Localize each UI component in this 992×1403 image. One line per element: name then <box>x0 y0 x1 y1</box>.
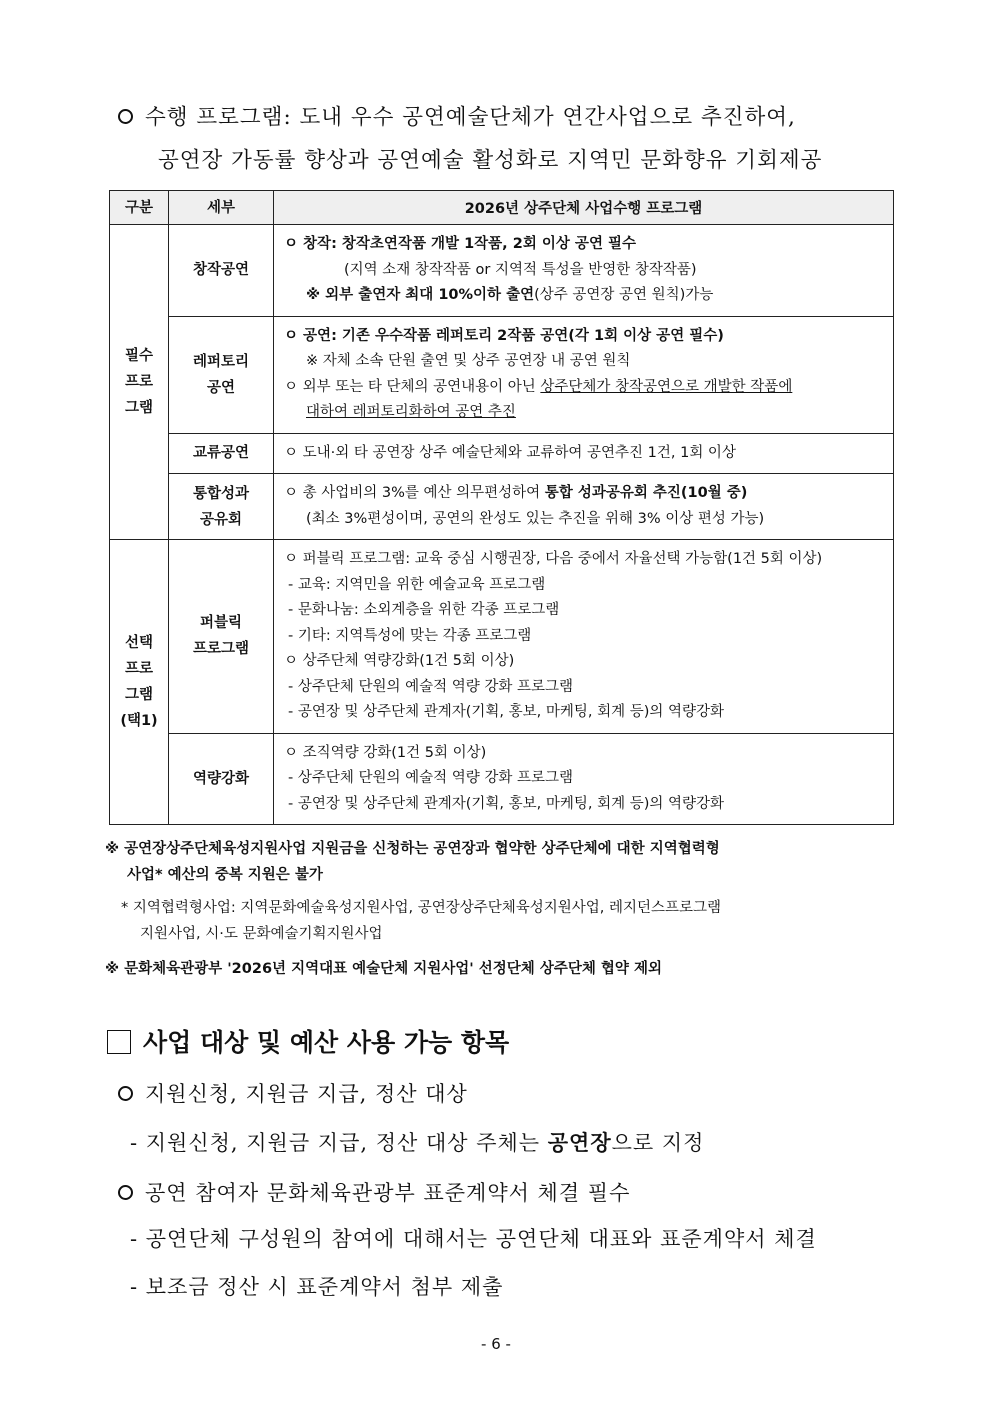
row-label-capacity: 역량강화 <box>169 733 274 825</box>
section-item-2: 공연 참여자 문화체육관광부 표준계약서 체결 필수 <box>118 1177 630 1207</box>
table-row-repertory <box>110 316 894 433</box>
row-label-creation: 창작공연 <box>169 225 274 317</box>
note-1-line-2: 사업* 예산의 중복 지원은 불가 <box>127 867 323 883</box>
header-program: 2026년 상주단체 사업수행 프로그램 <box>274 191 894 225</box>
row-content-repertory: ㅇ 공연: 기존 우수작품 레퍼토리 2작품 공연(각 1회 이상 공연 필수) ※ 자체 소속 단원 출연 및 상주 공연장 내 공연 원칙 ㅇ 외부 또는 타 단체의 공연내용이 아닌 상주단체가 창작공연으로 개발한 작품에 대하여 레퍼토리화하여 공연 추진 <box>274 316 894 433</box>
intro-line-1: 수행 프로그램: 도내 우수 공연예술단체가 연간사업으로 추진하여, <box>118 100 796 131</box>
table-row-public <box>110 540 894 734</box>
intro-line-2: 공연장 가동률 향상과 공연예술 활성화로 지역민 문화향유 기회제공 <box>158 148 823 173</box>
section-item-1-sub: - 지원신청, 지원금 지급, 정산 대상 주체는 공연장으로 지정 <box>130 1130 705 1155</box>
row-content-sharing: ㅇ 총 사업비의 3%를 예산 의무편성하여 통합 성과공유회 추진(10월 중) (최소 3%편성이며, 공연의 완성도 있는 추진을 위해 3% 이상 편성 가능) <box>274 474 894 540</box>
table-row-exchange <box>110 433 894 474</box>
table-row-creation <box>110 225 894 317</box>
note-2-line-2: 지원사업, 시·도 문화예술기획지원사업 <box>140 926 383 942</box>
row-label-sharing: 통합성과 공유회 <box>169 474 274 540</box>
header-detail: 세부 <box>169 191 274 225</box>
table-row-sharing <box>110 474 894 540</box>
circle-bullet-icon <box>118 109 133 124</box>
row-content-public: ㅇ 퍼블릭 프로그램: 교육 중심 시행권장, 다음 중에서 자율선택 가능함(1건 5회 이상) - 교육: 지역민을 위한 예술교육 프로그램 - 문화나눔: 소외계층을 위한 각종 프로그램 - 기타: 지역특성에 맞는 각종 프로그램 ㅇ 상주단체 역량강화(1건 5회 이상) - 상주단체 단원의 예술적 역량 강화 프로그램 - 공연장 및 상주단체 관계자(기획, 홍보, 마케팅, 회계 등)의 역량강화 <box>274 540 894 734</box>
row-content-creation: ㅇ 창작: 창작초연작품 개발 1작품, 2회 이상 공연 필수 (지역 소재 창작작품 or 지역적 특성을 반영한 창작작품) ※ 외부 출연자 최대 10%이하 출연(상주 공연장 공연 원칙)가능 <box>274 225 894 317</box>
section-title: 사업 대상 및 예산 사용 가능 항목 <box>107 1023 509 1059</box>
page-number: - 6 - <box>481 1335 511 1353</box>
section-item-1: 지원신청, 지원금 지급, 정산 대상 <box>118 1078 468 1108</box>
row-label-exchange: 교류공연 <box>169 433 274 474</box>
table-header-row <box>110 191 894 225</box>
note-1-line-1: ※ 공연장상주단체육성지원사업 지원금을 신청하는 공연장과 협약한 상주단체에 대한 지역협력형 <box>105 841 720 857</box>
header-category: 구분 <box>110 191 169 225</box>
section-item-2-sub-2: - 보조금 정산 시 표준계약서 첨부 제출 <box>130 1275 504 1299</box>
group-optional: 선택 프로 그램 (택1) <box>110 540 169 825</box>
program-table <box>109 190 894 825</box>
group-required: 필수 프로 그램 <box>110 225 169 540</box>
square-bullet-icon <box>107 1030 131 1054</box>
circle-bullet-icon <box>118 1086 133 1101</box>
note-2-line-1: * 지역협력형사업: 지역문화예술육성지원사업, 공연장상주단체육성지원사업, 레지던스프로그램 <box>121 900 722 916</box>
row-content-capacity: ㅇ 조직역량 강화(1건 5회 이상) - 상주단체 단원의 예술적 역량 강화 프로그램 - 공연장 및 상주단체 관계자(기획, 홍보, 마케팅, 회계 등)의 역량강화 <box>274 733 894 825</box>
row-label-repertory: 레퍼토리 공연 <box>169 316 274 433</box>
table-row-capacity <box>110 733 894 825</box>
row-content-exchange: ㅇ 도내·외 타 공연장 상주 예술단체와 교류하여 공연추진 1건, 1회 이상 <box>274 433 894 474</box>
row-label-public: 퍼블릭 프로그램 <box>169 540 274 734</box>
circle-bullet-icon <box>118 1185 133 1200</box>
note-3: ※ 문화체육관광부 '2026년 지역대표 예술단체 지원사업' 선정단체 상주단체 협약 제외 <box>105 961 662 977</box>
section-item-2-sub-1: - 공연단체 구성원의 참여에 대해서는 공연단체 대표와 표준계약서 체결 <box>130 1227 817 1251</box>
